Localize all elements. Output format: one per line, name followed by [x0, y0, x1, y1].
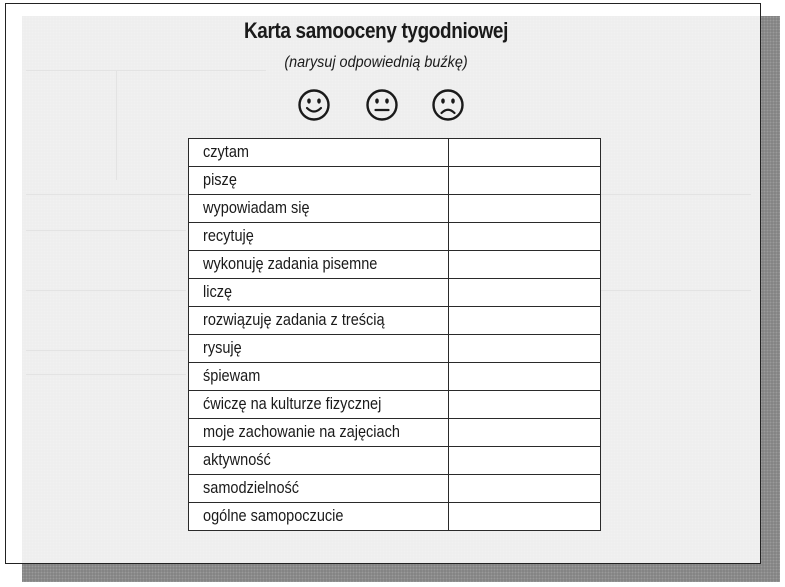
table-row	[189, 447, 601, 475]
activity-label-cell	[189, 251, 449, 279]
rating-cell[interactable]	[448, 447, 600, 475]
table-row	[189, 363, 601, 391]
table-row	[189, 279, 601, 307]
rating-cell[interactable]	[448, 391, 600, 419]
sad-face-icon	[431, 88, 465, 122]
activity-label-cell	[189, 391, 449, 419]
table-row	[189, 335, 601, 363]
activity-label: ogólne samopoczucie	[203, 507, 344, 525]
self-assessment-card	[5, 3, 761, 564]
rating-cell[interactable]	[448, 223, 600, 251]
face-legend	[297, 88, 467, 122]
activity-label: recytuję	[203, 227, 254, 245]
activity-label: liczę	[203, 283, 233, 301]
activity-label-cell	[189, 475, 449, 503]
activity-label: czytam	[203, 143, 249, 161]
card-title: Karta samooceny tygodniowej	[243, 18, 509, 43]
activity-label-cell	[189, 167, 449, 195]
rating-cell[interactable]	[448, 419, 600, 447]
table-row	[189, 251, 601, 279]
table-row	[189, 139, 601, 167]
activity-label: śpiewam	[203, 367, 261, 385]
activity-label-cell	[189, 139, 449, 167]
rating-cell[interactable]	[448, 139, 600, 167]
rating-cell[interactable]	[448, 335, 600, 363]
table-row	[189, 195, 601, 223]
table-row	[189, 503, 601, 531]
rating-cell[interactable]	[448, 503, 600, 531]
activity-label-cell	[189, 335, 449, 363]
activity-label: piszę	[203, 171, 237, 189]
activity-label: rozwiązuję zadania z treścią	[203, 311, 385, 329]
activity-label-cell	[189, 223, 449, 251]
table-row	[189, 475, 601, 503]
card-instruction: (narysuj odpowiednią buźkę)	[284, 54, 468, 71]
rating-cell[interactable]	[448, 363, 600, 391]
activity-label-cell	[189, 307, 449, 335]
activity-label: ćwiczę na kulturze fizycznej	[203, 395, 382, 413]
activity-label: wykonuję zadania pisemne	[203, 255, 378, 273]
activity-label: wypowiadam się	[203, 199, 310, 217]
activity-label-cell	[189, 447, 449, 475]
activity-label: moje zachowanie na zajęciach	[203, 423, 400, 441]
activity-label-cell	[189, 195, 449, 223]
rating-cell[interactable]	[448, 475, 600, 503]
table-row	[189, 307, 601, 335]
activity-rows	[189, 139, 601, 531]
activity-label-cell	[189, 363, 449, 391]
activity-label-cell	[189, 279, 449, 307]
table-row	[189, 223, 601, 251]
rating-cell[interactable]	[448, 251, 600, 279]
activity-label-cell	[189, 419, 449, 447]
activity-label: aktywność	[203, 451, 271, 469]
activity-label: rysuję	[203, 339, 242, 357]
rating-cell[interactable]	[448, 195, 600, 223]
rating-cell[interactable]	[448, 279, 600, 307]
smiling-face-icon	[297, 88, 331, 122]
activity-rating-table	[188, 138, 601, 531]
activity-label: samodzielność	[203, 479, 300, 497]
activity-label-cell	[189, 503, 449, 531]
table-row	[189, 391, 601, 419]
rating-cell[interactable]	[448, 307, 600, 335]
rating-cell[interactable]	[448, 167, 600, 195]
table-row	[189, 419, 601, 447]
table-row	[189, 167, 601, 195]
neutral-face-icon	[365, 88, 399, 122]
